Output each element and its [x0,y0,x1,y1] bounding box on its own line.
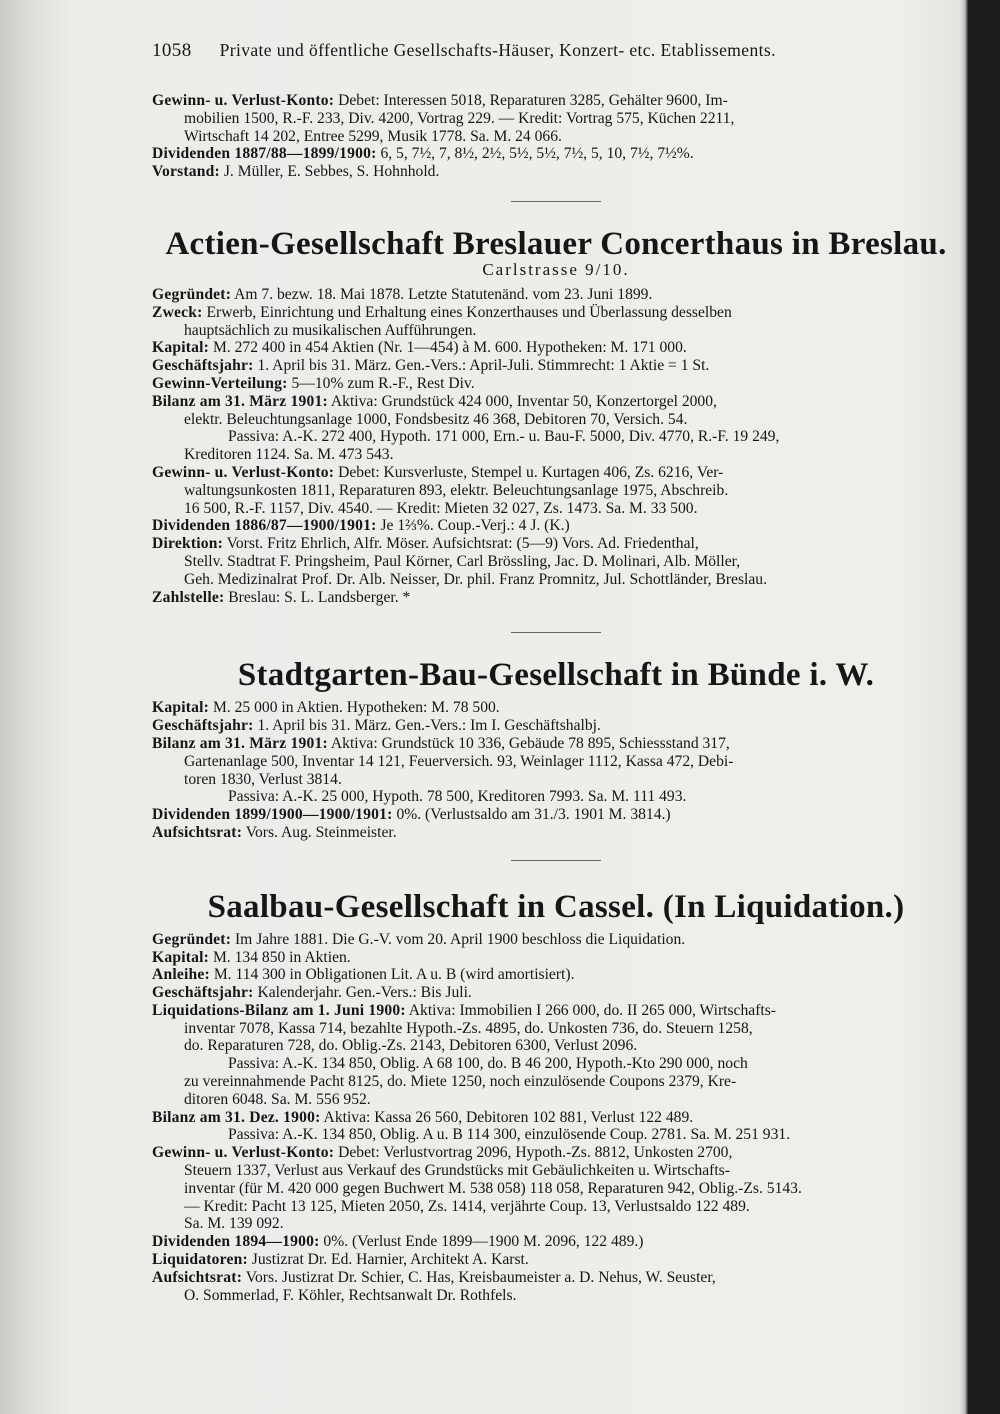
field-label: Geschäftsjahr: [152,984,254,1002]
text-line [152,286,960,304]
field-text: Sa. M. 139 092. [184,1215,284,1233]
field-text: waltungsunkosten 1811, Reparaturen 893, elektr. Beleuchtungsanlage 1975, Abschreib. [184,481,729,499]
field-label: Zweck: [152,303,203,321]
text-line [152,1055,960,1073]
field-label: Gewinn- u. Verlust-Konto: [152,92,335,109]
field-text: Debet: Kursverluste, Stempel u. Kurtagen 406, Zs. 6216, Ver- [334,463,724,481]
field-text: M. 25 000 in Aktien. Hypotheken: M. 78 500. [209,699,500,717]
field-label: Liquidatoren: [152,1251,248,1269]
field-text: elektr. Beleuchtungsanlage 1000, Fondsbesitz 46 368, Debitoren 70, Versich. 54. [184,410,688,428]
field-text: inventar 7078, Kassa 714, bezahlte Hypoth.-Zs. 4895, do. Unkosten 736, do. Steuern 1258, [184,1019,753,1037]
field-text: 0%. (Verlustsaldo am 31./3. 1901 M. 3814.) [392,806,671,824]
entry-title: Actien-Gesellschaft Breslauer Concerthaus in Breslau. [165,225,947,262]
page-header [152,40,960,62]
field-text: Am 7. bezw. 18. Mai 1878. Letzte Statutenänd. vom 23. Juni 1899. [231,285,653,303]
text-line [152,753,960,771]
field-label: Gewinn- u. Verlust-Konto: [152,1144,335,1162]
field-label: Dividenden 1886/87—1900/1901: [152,517,377,535]
field-text: Kreditoren 1124. Sa. M. 473 543. [184,446,394,464]
field-text: Passiva: A.-K. 134 850, Oblig. A 68 100, do. B 46 200, Hypoth.-Kto 290 000, noch [228,1055,748,1073]
entry-body [152,286,960,606]
text-line [152,1020,960,1038]
text-line [152,322,960,340]
text-line [152,1144,960,1162]
field-label: Gegründet: [152,285,232,303]
text-line [152,1180,960,1198]
field-text: Vors. Justizrat Dr. Schier, C. Has, Kreisbaumeister a. D. Nehus, W. Seuster, [242,1268,716,1286]
field-text: mobilien 1500, R.-F. 233, Div. 4200, Vortrag 229. — Kredit: Vortrag 575, Küchen 2211, [184,109,735,127]
field-text: Passiva: A.-K. 134 850, Oblig. A u. B 114 300, einzulösende Coup. 2781. Sa. M. 251 931. [228,1126,791,1144]
field-text: Gartenanlage 500, Inventar 14 121, Feuerversich. 93, Weinlager 1112, Kassa 472, Debi- [184,752,734,770]
field-text: O. Sommerlad, F. Köhler, Rechtsanwalt Dr. Rothfels. [184,1286,517,1304]
text-line [152,446,960,464]
field-text: Vors. Aug. Steinmeister. [242,823,397,841]
text-line [152,357,960,375]
text-line [152,304,960,322]
text-line [152,411,960,429]
field-text: M. 272 400 in 454 Aktien (Nr. 1—454) à M. 600. Hypotheken: M. 171 000. [209,339,687,357]
page-content [152,40,960,1304]
field-text: — Kredit: Pacht 13 125, Mieten 2050, Zs. 1414, verjährte Coup. 13, Verlustsaldo 122 489. [184,1197,750,1215]
text-line [152,571,960,589]
field-label: Geschäftsjahr: [152,357,254,375]
text-line [152,1162,960,1180]
section-divider [511,860,601,861]
text-line [152,145,960,163]
text-line [152,589,960,607]
scan-edge-strip [968,0,1000,1414]
running-title: Private und öffentliche Gesellschafts-Häuser, Konzert- etc. Etablissements. [219,40,776,60]
text-line [152,966,960,984]
field-label: Dividenden 1899/1900—1900/1901: [152,806,393,824]
entry-address: Carlstrasse 9/10. [482,259,630,279]
field-label: Dividenden 1887/88—1899/1900: [152,145,377,163]
field-text: inventar (für M. 420 000 gegen Buchwert M. 538 058) 118 058, Reparaturen 942, Oblig.-Zs. 5143. [184,1179,802,1197]
text-line [152,517,960,535]
entry-title: Saalbau-Gesellschaft in Cassel. (In Liquidation.) [207,888,905,925]
field-text: Breslau: S. L. Landsberger. * [224,588,411,606]
text-line [152,1287,960,1305]
field-label: Kapital: [152,699,210,717]
entry-saalbau-cassel [152,887,960,1305]
field-text: Geh. Medizinalrat Prof. Dr. Alb. Neisser, Dr. phil. Franz Promnitz, Jul. Schottländer, Breslau. [184,570,767,588]
field-text: Wirtschaft 14 202, Entree 5299, Musik 1778. Sa. M. 24 066. [184,127,562,145]
field-label: Dividenden 1894—1900: [152,1233,320,1251]
field-label: Bilanz am 31. März 1901: [152,734,328,752]
text-line [152,1073,960,1091]
field-label: Aufsichtsrat: [152,1268,243,1286]
text-line [152,163,960,181]
section-divider [511,632,601,633]
text-line [152,1198,960,1216]
field-label: Kapital: [152,339,210,357]
field-text: 16 500, R.-F. 1157, Div. 4540. — Kredit: Mieten 32 027, Zs. 1473. Sa. M. 33 500. [184,499,698,517]
field-text: Debet: Interessen 5018, Reparaturen 3285, Gehälter 9600, Im- [334,92,728,109]
field-text: Passiva: A.-K. 272 400, Hypoth. 171 000, Ern.- u. Bau-F. 5000, Div. 4770, R.-F. 19 249, [228,428,780,446]
text-line [152,1091,960,1109]
field-label: Geschäftsjahr: [152,717,254,735]
text-line [152,1126,960,1144]
text-line [152,553,960,571]
field-label: Anleihe: [152,966,210,984]
continued-entry [152,92,960,181]
text-line [152,110,960,128]
field-text: ditoren 6048. Sa. M. 556 952. [184,1090,371,1108]
field-label: Bilanz am 31. Dez. 1900: [152,1108,321,1126]
field-label: Gegründet: [152,930,232,948]
field-label: Gewinn- u. Verlust-Konto: [152,463,335,481]
text-line [152,771,960,789]
entry-breslauer-concerthaus [152,224,960,606]
text-line [152,984,960,1002]
text-line [152,464,960,482]
entry-body [152,699,960,841]
field-text: 1. April bis 31. März. Gen.-Vers.: April-Juli. Stimmrecht: 1 Aktie = 1 St. [253,357,710,375]
field-text: M. 134 850 in Aktien. [209,948,351,966]
field-text: 6, 5, 7½, 7, 8½, 2½, 5½, 5½, 7½, 5, 10, 7½, 7½%. [376,145,694,163]
field-text: J. Müller, E. Sebbes, S. Hohnhold. [219,163,440,181]
field-text: Aktiva: Grundstück 10 336, Gebäude 78 895, Schiessstand 317, [327,734,730,752]
field-label: Kapital: [152,948,210,966]
text-line [152,1109,960,1127]
field-label: Bilanz am 31. März 1901: [152,392,328,410]
field-text: Vorst. Fritz Ehrlich, Alfr. Möser. Aufsichtsrat: (5—9) Vors. Ad. Friedenthal, [223,535,699,553]
text-line [152,1037,960,1055]
field-text: toren 1830, Verlust 3814. [184,770,342,788]
field-text: Steuern 1337, Verlust aus Verkauf des Grundstücks mit Gebäulichkeiten u. Wirtschafts- [184,1162,730,1180]
field-text: 1. April bis 31. März. Gen.-Vers.: Im I. Geschäftshalbj. [253,717,601,735]
field-label: Gewinn-Verteilung: [152,374,288,392]
field-text: hauptsächlich zu musikalischen Aufführungen. [184,321,477,339]
text-line [152,1002,960,1020]
entry-stadtgarten-bau [152,655,960,841]
field-text: Im Jahre 1881. Die G.-V. vom 20. April 1900 beschloss die Liquidation. [231,930,686,948]
field-text: Erwerb, Einrichtung und Erhaltung eines Konzerthauses und Überlassung desselben [202,303,732,321]
text-line [152,393,960,411]
field-text: Aktiva: Immobilien I 266 000, do. II 265 000, Wirtschafts- [405,1001,776,1019]
page-number: 1058 [152,40,192,61]
field-text: Kalenderjahr. Gen.-Vers.: Bis Juli. [253,984,472,1002]
text-line [152,824,960,842]
text-line [152,92,960,110]
text-line [152,806,960,824]
section-divider [511,201,601,202]
field-text: Justizrat Dr. Ed. Harnier, Architekt A. Karst. [247,1251,529,1269]
text-line [152,375,960,393]
entry-title: Stadtgarten-Bau-Gesellschaft in Bünde i. W. [237,657,875,694]
text-line [152,482,960,500]
field-text: Passiva: A.-K. 25 000, Hypoth. 78 500, Kreditoren 7993. Sa. M. 111 493. [228,788,687,806]
field-text: 5—10% zum R.-F., Rest Div. [287,374,475,392]
text-line [152,788,960,806]
entry-body [152,931,960,1305]
field-label: Direktion: [152,535,224,553]
field-label: Liquidations-Bilanz am 1. Juni 1900: [152,1001,406,1019]
text-line [152,1233,960,1251]
field-text: Stellv. Stadtrat F. Pringsheim, Paul Körner, Carl Brössling, Jac. D. Molinari, Alb. Möller, [184,552,741,570]
field-text: Aktiva: Kassa 26 560, Debitoren 102 881, Verlust 122 489. [320,1108,694,1126]
text-line [152,949,960,967]
field-label: Aufsichtsrat: [152,823,243,841]
text-line [152,1251,960,1269]
field-text: Aktiva: Grundstück 424 000, Inventar 50, Konzertorgel 2000, [327,392,717,410]
field-label: Zahlstelle: [152,588,225,606]
field-text: do. Reparaturen 728, do. Oblig.-Zs. 2143, Debitoren 6300, Verlust 2096. [184,1037,638,1055]
text-line [152,535,960,553]
field-text: M. 114 300 in Obligationen Lit. A u. B (wird amortisiert). [209,966,575,984]
text-line [152,1269,960,1287]
text-line [152,735,960,753]
text-line [152,699,960,717]
field-label: Vorstand: [152,163,220,181]
text-line [152,1215,960,1233]
text-line [152,128,960,146]
field-text: zu vereinnahmende Pacht 8125, do. Miete 1250, noch einzulösende Coupons 2379, Kre- [184,1073,737,1091]
text-line [152,717,960,735]
text-line [152,500,960,518]
text-line [152,428,960,446]
field-text: Debet: Verlustvortrag 2096, Hypoth.-Zs. 8812, Unkosten 2700, [334,1144,733,1162]
field-text: Je 1⅔%. Coup.-Verj.: 4 J. (K.) [376,517,570,535]
field-text: 0%. (Verlust Ende 1899—1900 M. 2096, 122 489.) [319,1233,644,1251]
text-line [152,339,960,357]
text-line [152,931,960,949]
